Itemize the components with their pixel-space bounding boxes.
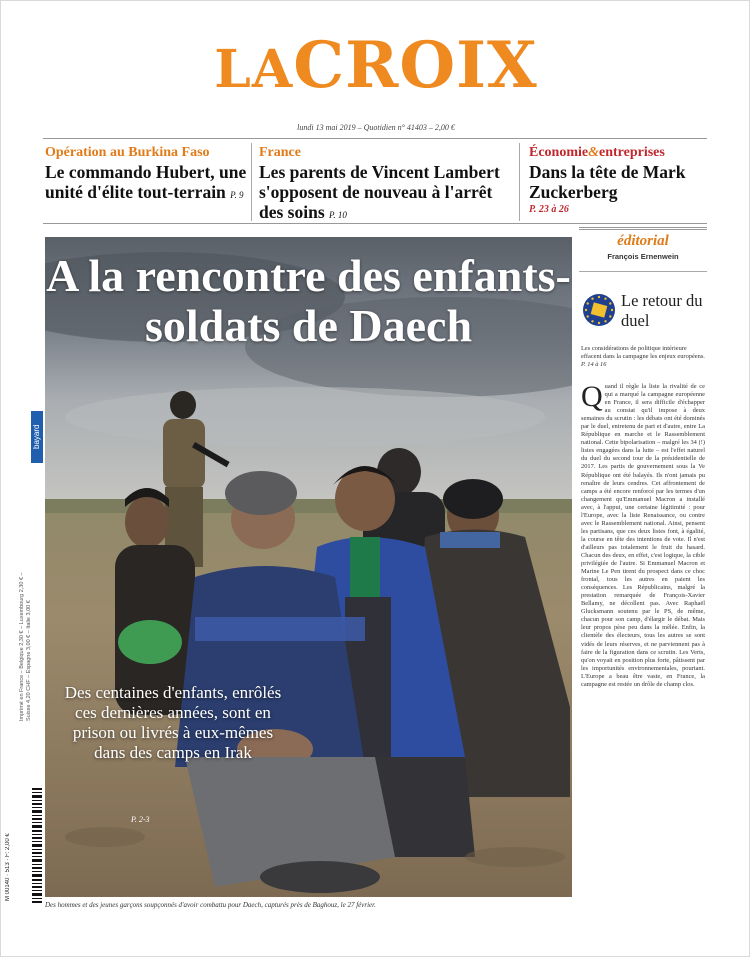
- kicker-part: entreprises: [599, 145, 665, 160]
- photo-caption: Des hommes et des jeunes garçons soupçonnés d'avoir combattu pour Daech, capturés près de Baghouz, le 27 février.: [45, 901, 376, 909]
- logo-name: CROIX: [293, 28, 538, 103]
- main-page-ref: P. 2-3: [131, 815, 150, 824]
- logo-article: LA: [214, 39, 294, 100]
- editorial-lead-text: Les considérations de politique intérieure effacent dans la campagne les enjeux européens.: [581, 345, 705, 360]
- newspaper-logo: [1, 28, 750, 105]
- teaser-row: [43, 138, 707, 224]
- teaser-france[interactable]: [259, 145, 509, 225]
- main-headline: A la rencontre des enfants-soldats de Daech: [46, 250, 571, 351]
- teaser-headline: [45, 162, 247, 205]
- teaser-headline: Dans la tête de Mark Zuckerberg: [529, 162, 686, 202]
- barcode-text: M 00140 · 513 · F: 2,00 €: [5, 833, 11, 901]
- teaser-kicker: France: [259, 145, 301, 160]
- cover-photo[interactable]: [45, 237, 572, 897]
- editorial-body-text: uand il règle la liste la rivalité de ce qui a marqué la campagne européenne en France, il sera difficile d'échapper au constat qu'il impose à deux semaines du scrutin : les débats ont été dominés par le duel, entretenu de part et d'autre, entre La République en marche et le Rassemblement national. Cette bipolarisation – malgré les 34 (!) listes engagées dans la lutte – est l'effet naturel du duel du second tour de la présidentielle de 2017. Les partis de gouvernement sous la Ve République ont été balayés. Ils n'ont jamais pu renaître de leurs cendres. Cet affrontement de camps a été encore renforcé par les termes d'un changement qu'Emmanuel Macron a installé avec, à l'appui, une certaine légitimité : pour l'Europe, avec la liste Renaissance, ou contre avec le Rassemblement national. Ainsi, pensent les partisans, que ces deux listes font, à égalité, la course en tête des intentions de vote. Il n'est d'ailleurs pas totalement le fruit du hasard. Chacun des deux, en effet, c'est logique, la cible privilégiée de l'autre. Si Emmanuel Macron et Marine Le Pen tirent du prospect dans ce choc frontal, tous les autres en paient les conséquences. Les Républicains, malgré la prestation remarquée de François-Xavier Bellamy, ne décollent pas. Avec Raphaël Glucksmann soutenu par le PS, de même, chacun pour son camp, d'élargir le débat. Mais leur propos pèse peu dans la mêlée. Enfin, la clientèle des électeurs, tous les autres se sont vidés de leurs réserves, et ne parviennent pas à faire de la figuration dans ce scrutin. Les Verts, qu'on voyait en position plus forte, pâtissent par les importunités environnementales, pourtant. L'Europe a beau être vaste, en France, la campagne est restée un drôle de champ clos.: [581, 383, 705, 688]
- dateline: lundi 13 mai 2019 – Quotidien n° 41403 – 2,00 €: [297, 123, 455, 132]
- editorial-lead: [581, 345, 705, 369]
- kicker-part: Économie: [529, 145, 589, 160]
- teaser-page: P. 9: [230, 190, 244, 200]
- main-deck: Des centaines d'enfants, enrôlés ces dernières années, sont en prison ou livrés à eux-mêmes dans des camps en Irak: [64, 683, 282, 762]
- editorial-lead-page: P. 14 à 16: [581, 361, 607, 368]
- publisher-strip: bayard: [31, 411, 43, 463]
- editorial-body: [581, 383, 705, 913]
- teaser-headline-text: Le commando Hubert, une unité d'élite tout-terrain: [45, 162, 247, 202]
- barcode: [17, 786, 43, 906]
- dropcap: Q: [581, 383, 603, 413]
- teaser-headline: [259, 162, 509, 225]
- spine-text: Imprimé en France – Belgique 2,30 € – Luxembourg 2,30 € – Suisse 4,20 CHF – Espagne 3,00 € – Italie 3,00 €: [19, 572, 32, 721]
- teaser-burkina[interactable]: [45, 145, 247, 205]
- masthead: [1, 28, 750, 105]
- teaser-economie[interactable]: [529, 145, 707, 215]
- teaser-page: P. 23 à 26: [529, 204, 569, 215]
- editorial-author: François Ernenwein: [607, 252, 679, 261]
- kicker-ampersand: &: [588, 145, 599, 160]
- editorial-top-rule: [579, 227, 707, 230]
- teaser-divider: [519, 143, 520, 221]
- teaser-page: P. 10: [329, 210, 347, 220]
- editorial-title: Le retour du duel: [621, 291, 703, 330]
- teaser-divider: [251, 143, 252, 221]
- editorial-column[interactable]: [579, 227, 707, 917]
- teaser-headline-text: Les parents de Vincent Lambert s'opposent de nouveau à l'arrêt des soins: [259, 162, 500, 222]
- editorial-label: éditorial: [617, 233, 669, 249]
- teaser-kicker: [529, 145, 707, 161]
- teaser-kicker: Opération au Burkina Faso: [45, 145, 210, 160]
- editorial-rule: [579, 271, 707, 272]
- europe-stars-icon: [582, 293, 616, 327]
